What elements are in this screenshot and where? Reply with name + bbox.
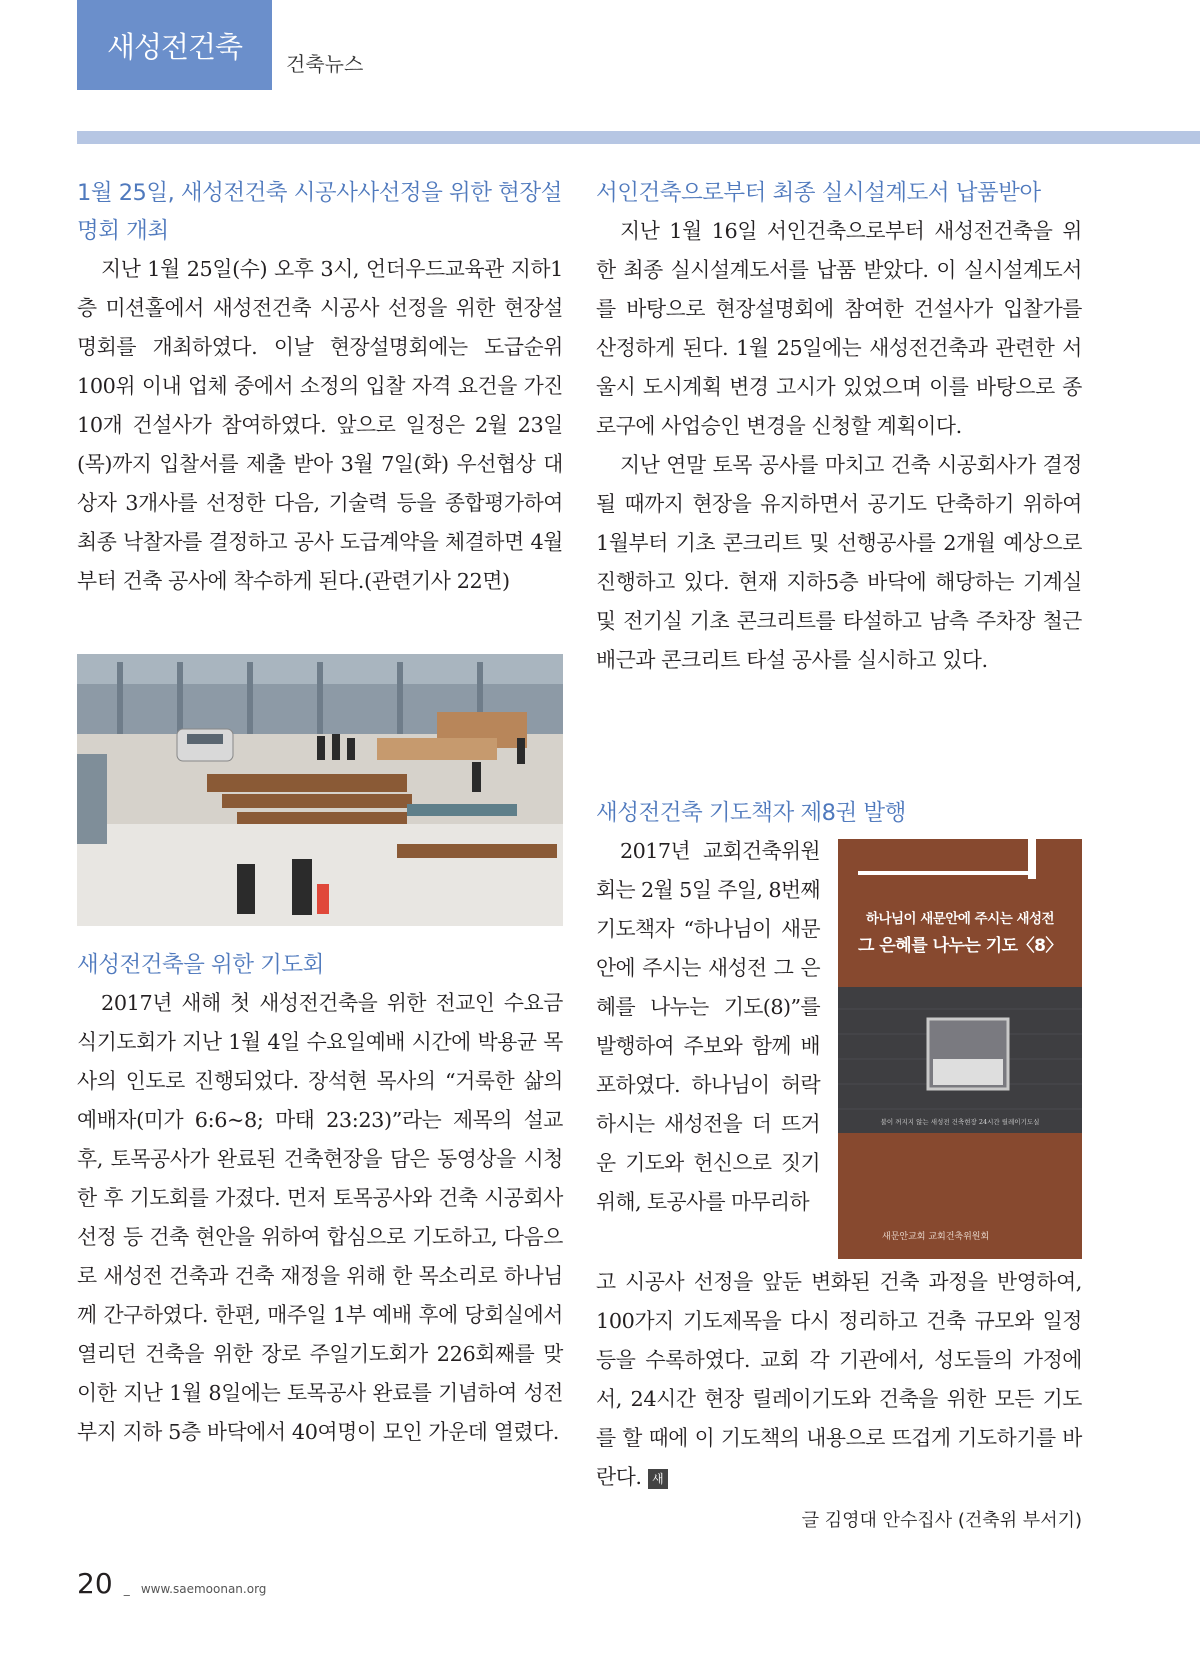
website-url[interactable]: www.saemoonan.org xyxy=(140,1582,267,1596)
footer-separator: _ xyxy=(123,1582,130,1596)
article-body: 2017년 교회건축위원회는 2월 5일 주일, 8번째 기도책자 “하나님이 새문안에 주시는 새성전 그 은혜를 나누는 기도(8)”를 발행하여 주보와 함께 배포하였다. 하나님이 허락하시는 새성전을 더 뜨거운 기도와 헌신으로 짓기 위해, 토공사를 마무리하 xyxy=(596,839,820,1214)
article-design-delivery xyxy=(596,174,1082,680)
article-site-briefing xyxy=(77,174,563,601)
article-title: 새성전건축을 위한 기도회 xyxy=(77,952,324,978)
cover-caption: 불이 꺼지지 않는 새성전 건축현장 24시간 릴레이기도실 xyxy=(880,1118,1040,1126)
page-number: 20 xyxy=(77,1567,113,1600)
article-body: 2017년 새해 첫 새성전건축을 위한 전교인 수요금식기도회가 지난 1월 4일 수요일예배 시간에 박용균 목사의 인도로 진행되었다. 장석현 목사의 “거룩한 삶의 예배자(미가 6:6~8; 마태 23:23)”라는 제목의 설교 후, 토목공사가 완료된 건축현장을 담은 동영상을 시청한 후 기도회를 가졌다. 먼저 토목공사와 건축 시공회사 선정 등 건축 현안을 위하여 합심으로 기도하고, 다음으로 새성전 건축과 건축 재정을 위해 한 목소리로 하나님께 간구하였다. 한편, 매주일 1부 예배 후에 당회실에서 열리던 건축을 위한 장로 주일기도회가 226회째를 맞이한 지난 1월 8일에는 토목공사 완료를 기념하여 성전부지 지하 5층 바닥에서 40여명이 모인 가운데 열렸다. xyxy=(77,991,563,1444)
prayer-booklet-cover xyxy=(838,839,1082,1259)
article-body: 지난 1월 25일(수) 오후 3시, 언더우드교육관 지하1층 미션홀에서 새성전건축 시공사 선정을 위한 현장설명회를 개최하였다. 이날 현장설명회에는 도급순위 100위 이내 업체 중에서 소정의 입찰 자격 요건을 가진 10개 건설사가 참여하였다. 앞으로 일정은 2월 23일(목)까지 입찰서를 제출 받아 3월 7일(화) 우선협상 대상자 3개사를 선정한 다음, 기술력 등을 종합평가하여 최종 낙찰자를 결정하고 공사 도급계약을 체결하면 4월부터 건축 공사에 착수하게 된다.(관련기사 22면) xyxy=(77,257,563,593)
article-body: 고 시공사 선정을 앞둔 변화된 건축 과정을 반영하여, 100가지 기도제목을 다시 정리하고 건축 규모와 일정 등을 수록하였다. 교회 각 기관에서, 성도들의 가정에서, 24시간 현장 릴레이기도와 건축을 위한 모든 기도를 할 때에 이 기도책의 내용으로 뜨겁게 기도하기를 바란다. xyxy=(596,1270,1082,1489)
article-title: 새성전건축 기도책자 제8권 발행 xyxy=(596,800,906,826)
page-footer xyxy=(77,1567,266,1600)
header-rule xyxy=(77,131,1200,144)
article-title: 서인건축으로부터 최종 실시설계도서 납품받아 xyxy=(596,180,1041,206)
article-body-wrapped xyxy=(596,832,820,1222)
cover-title-line1: 하나님이 새문안에 주시는 새성전 xyxy=(865,911,1055,927)
cover-publisher: 새문안교회 교회건축위원회 xyxy=(882,1232,990,1242)
article-body-1: 지난 1월 16일 서인건축으로부터 새성전건축을 위한 최종 실시설계도서를 납품 받았다. 이 실시설계도서를 바탕으로 현장설명회에 참여한 건설사가 입찰가를 산정하게 된다. 1월 25일에는 새성전건축과 관련한 서울시 도시계획 변경 고시가 있었으며 이를 바탕으로 종로구에 사업승인 변경을 신청할 계획이다. xyxy=(596,219,1082,438)
category-label: 건축뉴스 xyxy=(286,52,364,76)
article-prayer-book xyxy=(596,794,1082,832)
article-body-continued xyxy=(596,1263,1082,1497)
cover-title-line2: 그 은혜를 나누는 기도〈8〉 xyxy=(858,936,1062,956)
article-body-2: 지난 연말 토목 공사를 마치고 건축 시공회사가 결정될 때까지 현장을 유지하면서 공기도 단축하기 위하여 1월부터 기초 콘크리트 및 선행공사를 2개월 예상으로 진행하고 있다. 현재 지하5층 바닥에 해당하는 기계실 및 전기실 기초 콘크리트를 타설하고 남측 주차장 철근 배근과 콘크리트 타설 공사를 실시하고 있다. xyxy=(596,453,1082,672)
article-title: 1월 25일, 새성전건축 시공사사선정을 위한 현장설명회 개최 xyxy=(77,180,562,244)
article-prayer-meeting xyxy=(77,946,563,1452)
end-mark-icon: 새 xyxy=(648,1469,668,1489)
construction-site-photo xyxy=(77,654,563,926)
section-tab: 새성전건축 xyxy=(77,0,272,90)
byline: 글 김영대 안수집사 (건축위 부서기) xyxy=(801,1510,1082,1531)
